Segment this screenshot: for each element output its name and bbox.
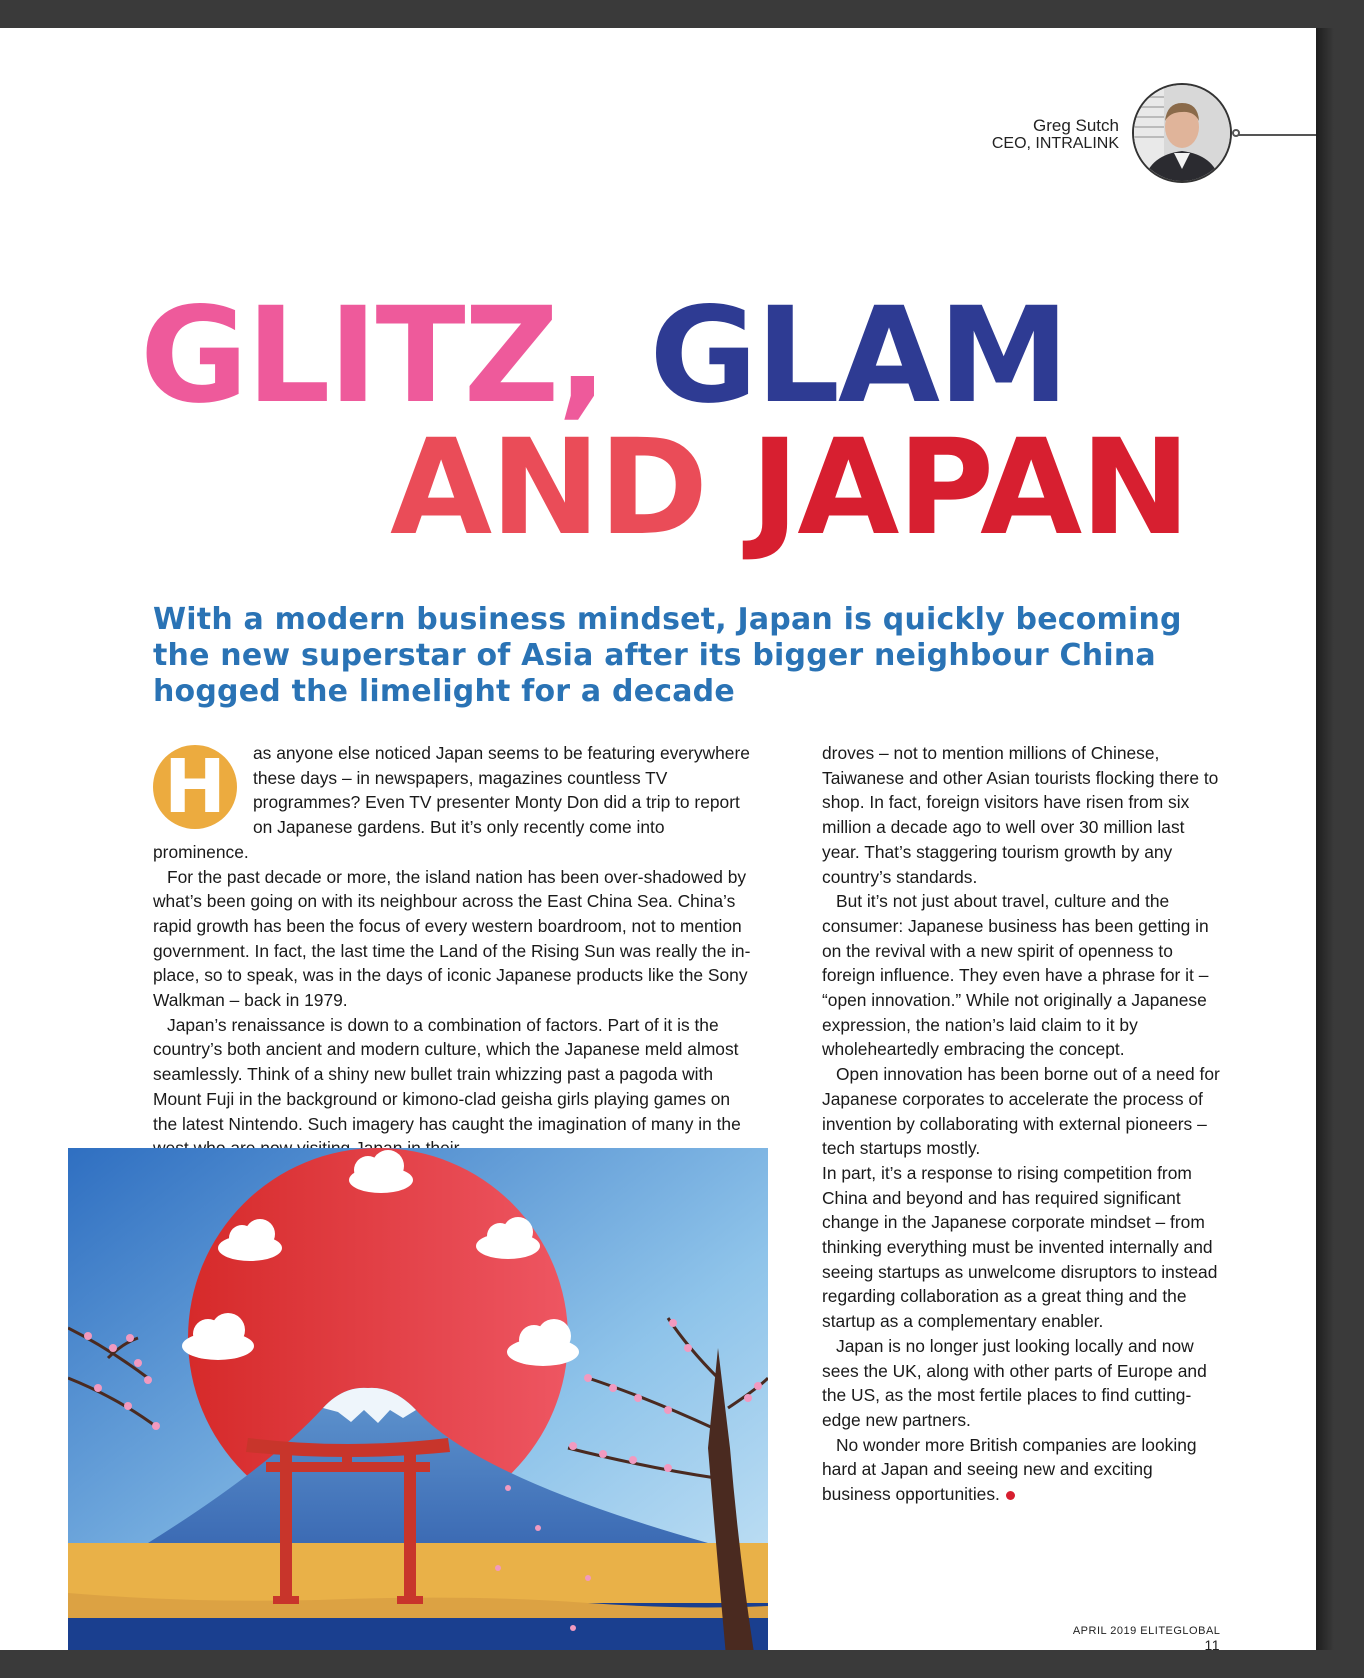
headline	[140, 279, 1260, 565]
paragraph: In part, it’s a response to rising competition from China and beyond and has required significant change in the Japanese corporate mindset – from thinking everything must be invented internally and seeing startups as unwelcome disruptors to instead regarding collaboration as a great thing and the startup as a complementary enabler.	[822, 1162, 1218, 1332]
page-shadow	[1316, 28, 1334, 1650]
byline	[992, 117, 1119, 153]
author-name: Greg Sutch	[1033, 116, 1119, 135]
drop-cap: H	[153, 745, 237, 829]
headline-word-glam: GLAM	[649, 279, 1068, 433]
issue-label: APRIL 2019 ELITEGLOBAL	[1072, 1625, 1220, 1637]
page-number: 11	[1204, 1637, 1220, 1650]
paragraph: But it’s not just about travel, culture and the consumer: Japanese business has been getting in on the revival with a new spirit of openness to foreign influence. They even have a phrase for it – “open innovation.” While not originally a Japanese expression, the nation’s laid claim to it by wholeheartedly embracing the concept.	[822, 891, 1209, 1060]
author-photo	[1134, 85, 1230, 181]
headline-word-glitz: GLITZ,	[140, 279, 606, 433]
paragraph: droves – not to mention millions of Chinese, Taiwanese and other Asian tourists flocking there to shop. In fact, foreign visitors have risen from six million a decade ago to well over 30 million last year. That’s staggering tourism growth by any country’s standards.	[822, 743, 1219, 887]
article-column-1	[153, 741, 753, 1161]
paragraph: Japan’s renaissance is down to a combination of factors. Part of it is the country’s both ancient and modern culture, which the Japanese meld almost seamlessly. Think of a shiny new bullet train whizzing past a pagoda with Mount Fuji in the background or kimono-clad geisha girls playing games on the latest Nintendo. Such imagery has caught the imagination of many in the	[153, 1014, 741, 1134]
headline-word-and: AND	[390, 411, 707, 565]
end-mark-icon	[1006, 1491, 1015, 1500]
paragraph: as anyone else noticed Japan seems to be featuring everywhere these days – in newspapers, magazines countless TV programmes? Even TV presenter Monty Don did a trip to report on Japanese gardens. But it’s only recently come into prominence.	[153, 743, 750, 862]
headline-word-japan: JAPAN	[750, 411, 1189, 565]
standfirst: With a modern business mindset, Japan is quickly becoming the new superstar of Asia after its bigger neighbour China hogged the limelight for a decade	[153, 602, 1182, 709]
connector-line	[1238, 134, 1316, 136]
article-column-2	[822, 741, 1222, 1507]
author-title: CEO, INTRALINK	[991, 135, 1119, 152]
paragraph: Open innovation has been borne out of a need for Japanese corporates to accelerate the process of invention by collaborating with external pioneers – tech startups mostly.	[822, 1064, 1220, 1159]
japan-illustration	[68, 1148, 768, 1650]
paragraph: Japan is no longer just looking locally and now sees the UK, along with other parts of Europe and the US, as the most fertile places to find cutting-edge new partners.	[822, 1335, 1207, 1430]
magazine-page	[0, 28, 1316, 1650]
page-footer	[1050, 1625, 1220, 1650]
paragraph: For the past decade or more, the island nation has been over-shadowed by what’s been going on with its neighbour across the East China Sea. China’s rapid growth has been the focus of every western boardroom, not to mention government. In fact, the last time the Land of the Rising Sun was really the in-place, so to speak, was in the days of iconic Japanese products like the Sony Walkman – back in 1979.	[153, 866, 751, 1011]
author-avatar	[1132, 83, 1232, 183]
paragraph: No wonder more British companies are looking hard at Japan and seeing new and exciting business opportunities.	[822, 1434, 1197, 1505]
